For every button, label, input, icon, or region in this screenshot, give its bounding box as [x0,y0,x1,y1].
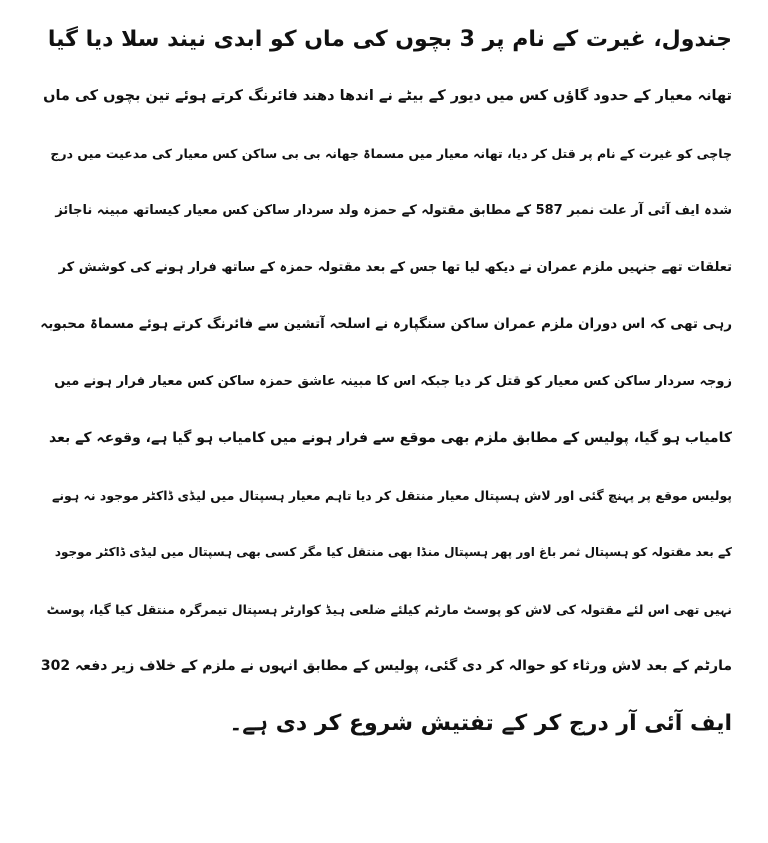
body-line-3: شدہ ایف آئی آر علت نمبر 587 کے مطابق مقتولہ کے حمزہ ولد سردار ساکن کس معیار کیساتھ مبینہ ناجائز [55,203,732,218]
body-line-7: کامیاب ہو گیا، پولیس کے مطابق ملزم بھی موقع سے فرار ہونے میں کامیاب ہو گیا ہے، وقوعہ کے بعد [49,430,732,446]
body-line-12: ایف آئی آر درج کر کے تفتیش شروع کر دی ہے۔ [229,711,732,736]
body-line-6: زوجہ سردار ساکن کس معیار کو قتل کر دیا جبکہ اس کا مبینہ عاشق حمزہ ساکن کس معیار فرار ہونے میں [54,374,732,389]
body-line-11: مارٹم کے بعد لاش ورثاء کو حوالہ کر دی گئی، پولیس کے مطابق انہوں نے ملزم کے خلاف زیر دفعہ 302 [40,658,732,674]
body-line-9: کے بعد مقتولہ کو ہسپتال ثمر باغ اور پھر ہسپتال منڈا بھی منتقل کیا مگر کسی بھی ہسپتال میں لیڈی ڈاکٹر موجود [54,545,732,559]
body-line-5: رہی تھی کہ اس دوران ملزم عمران ساکن سنگپارہ نے اسلحہ آتشین سے فائرنگ کرتے ہوئے مسماۃ محبوبہ [40,316,732,332]
body-line-8: پولیس موقع پر پہنچ گئی اور لاش ہسپتال معیار منتقل کر دیا تاہم معیار ہسپتال میں لیڈی ڈاکٹر موجود نہ ہونے [52,488,732,503]
body-line-2: چاچی کو غیرت کے نام پر قتل کر دیا، تھانہ معیار میں مسماۃ جھانہ بی بی ساکن کس معیار کی مدعیت میں درج [50,146,732,161]
article-body [40,68,732,752]
body-line-10: نہیں تھی اس لئے مقتولہ کی لاش کو پوسٹ مارٹم کیلئے ضلعی ہیڈ کوارٹر ہسپتال تیمرگرہ منتقل کیا گیا، پوسٹ [46,602,732,617]
body-line-4: تعلقات تھے جنہیں ملزم عمران نے دیکھ لیا تھا جس کے بعد مقتولہ حمزہ کے ساتھ فرار ہونے کی کوشش کر [58,260,732,275]
body-line-1: تھانہ معیار کے حدود گاؤں کس میں دیور کے بیٹے نے اندھا دھند فائرنگ کرتے ہوئے تین بچوں کی ماں [43,88,732,104]
headline: جندول، غیرت کے نام پر 3 بچوں کی ماں کو ابدی نیند سلا دیا گیا [47,27,732,52]
